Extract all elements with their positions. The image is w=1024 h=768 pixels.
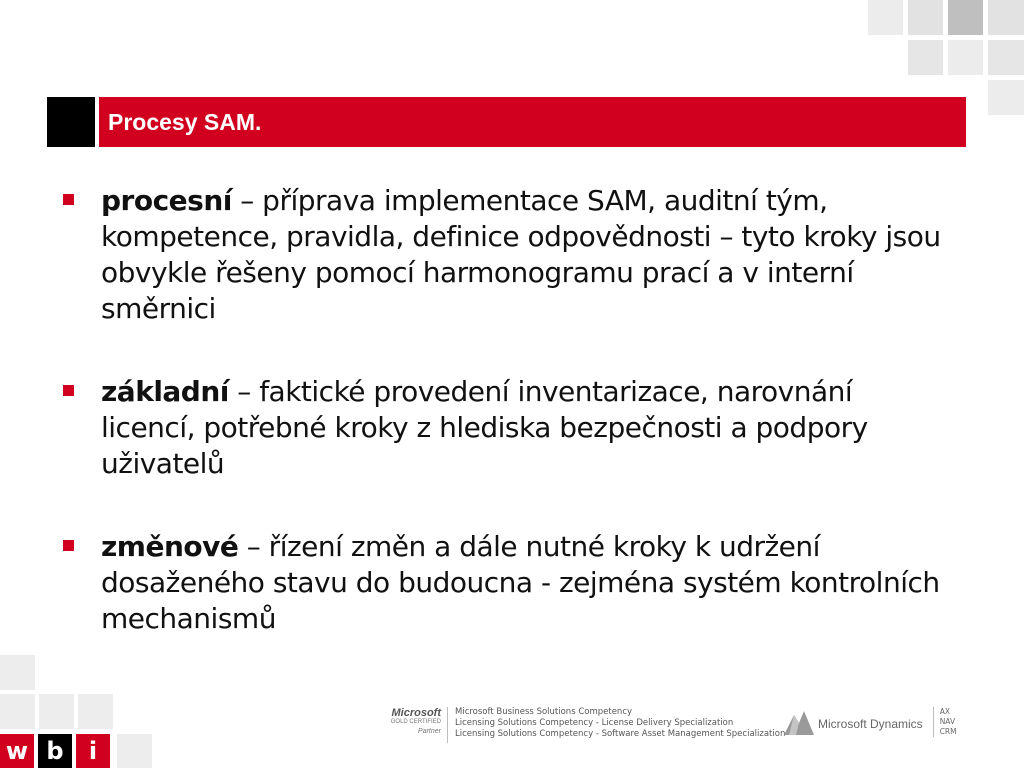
microsoft-dynamics-badge (784, 707, 957, 737)
dynamics-products (933, 707, 957, 737)
bullet-item (63, 529, 963, 637)
decor-square (0, 694, 35, 729)
bullet-body: – příprava implementace SAM, auditní tým, kompetence, pravidla, definice odpovědnosti – tyto kroky jsou obvykle řešeny pomocí harmonogramu prací a v interní směrnici (101, 184, 941, 325)
bullet-text (101, 183, 941, 327)
logo-letter-w: w (0, 734, 34, 768)
decor-square (868, 0, 903, 35)
decor-square (908, 40, 943, 75)
competency-list (455, 707, 785, 740)
red-square-bullet-icon (63, 540, 74, 551)
bullet-term: procesní (101, 184, 232, 217)
decor-square (988, 0, 1024, 35)
dynamics-mountain-icon (784, 709, 814, 735)
microsoft-gold-logo (373, 707, 448, 743)
bullet-body: – řízení změn a dále nutné kroky k udržení dosaženého stavu do budoucna - zejména systém kontrolních mechanismů (101, 530, 940, 635)
ms-logo-role: Partner (418, 728, 441, 735)
wbi-logo (0, 734, 114, 768)
decor-square (78, 694, 113, 729)
bullet-text (101, 374, 941, 482)
logo-letter-i: i (76, 734, 110, 768)
red-square-bullet-icon (63, 385, 74, 396)
bullet-list (63, 183, 963, 684)
decor-square (117, 734, 152, 768)
decor-square (988, 80, 1024, 115)
logo-letter-b: b (38, 734, 72, 768)
red-square-bullet-icon (63, 194, 74, 205)
bullet-term: základní (101, 375, 229, 408)
competency-item: Licensing Solutions Competency - License Delivery Specialization (455, 718, 734, 728)
competency-item: Microsoft Business Solutions Competency (455, 707, 633, 717)
decor-square (908, 0, 943, 35)
decor-square (948, 0, 983, 35)
competency-item: Licensing Solutions Competency - Software Asset Management Specialization (455, 729, 786, 739)
title-accent-block (47, 97, 95, 147)
decor-square (988, 40, 1024, 75)
dynamics-product: NAV (939, 717, 956, 726)
dynamics-product: AX (939, 707, 950, 716)
dynamics-name: Microsoft Dynamics (818, 717, 923, 731)
dynamics-product: CRM (939, 727, 957, 736)
bullet-text (101, 529, 941, 637)
slide-title: Procesy SAM. (108, 108, 262, 135)
bullet-item (63, 183, 963, 327)
microsoft-partner-badge (373, 707, 785, 747)
decor-square (39, 694, 74, 729)
title-bar (99, 97, 966, 147)
ms-logo-tier: GOLD CERTIFIED (390, 719, 441, 725)
bullet-term: změnové (101, 530, 239, 563)
decor-square (948, 40, 983, 75)
decor-square (0, 655, 35, 690)
bullet-item (63, 374, 963, 482)
ms-logo-name: Microsoft (391, 707, 441, 719)
bullet-body: – faktické provedení inventarizace, narovnání licencí, potřebné kroky z hlediska bezpečnosti a podpory uživatelů (101, 375, 868, 480)
